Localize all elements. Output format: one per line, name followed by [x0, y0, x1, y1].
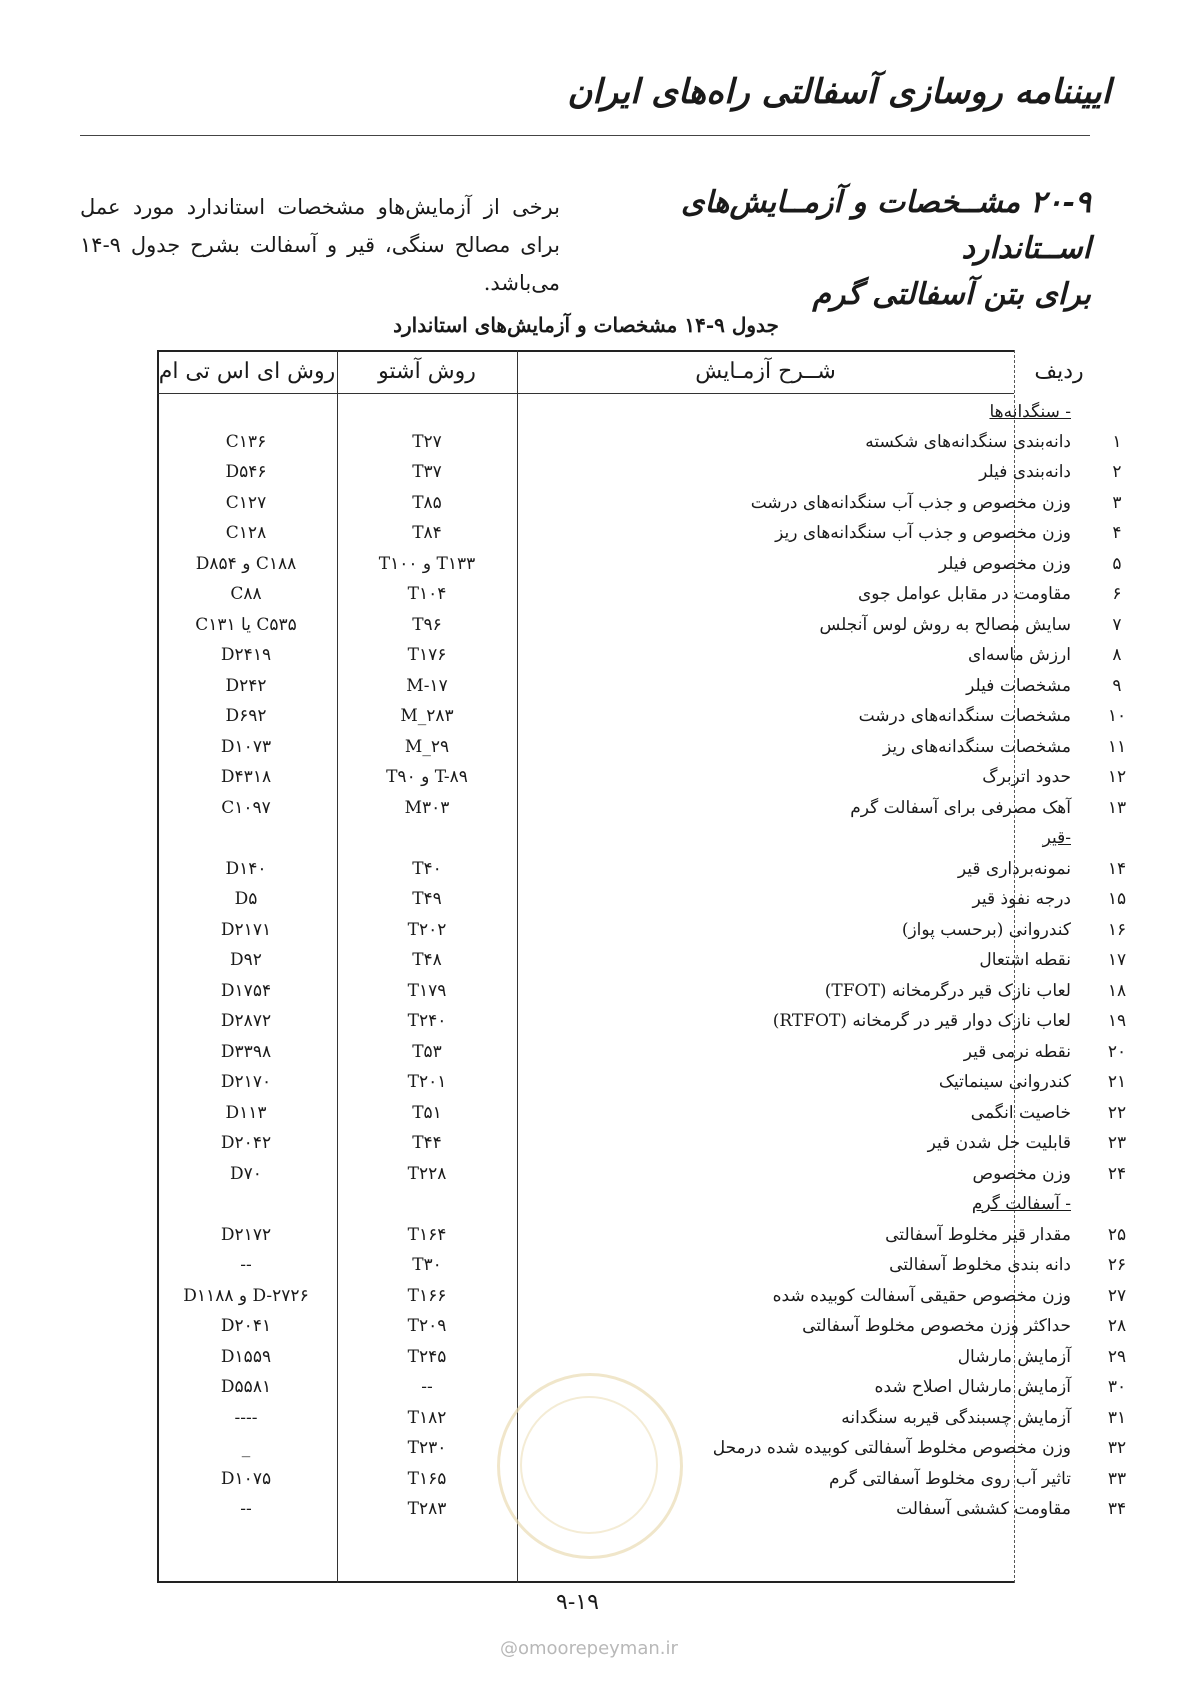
- aashto-cell: T۲۷: [412, 432, 442, 452]
- aashto-cell: T۴۹: [412, 889, 442, 909]
- table-row: [157, 853, 1127, 885]
- description-cell: مشخصات سنگدانه‌های درشت: [858, 706, 1071, 726]
- astm-cell: C۱۳۱ یا C۵۳۵: [195, 615, 297, 635]
- table-row: [157, 517, 1122, 549]
- section-title-line1: مشــخصات و آزمــایش‌های اســتاندارد: [681, 185, 1091, 266]
- table-row: [157, 975, 1127, 1007]
- description-cell: لعاب نازک دوار قیر در گرمخانه (RTFOT): [772, 1011, 1071, 1031]
- description-cell: مشخصات فیلر: [966, 676, 1071, 696]
- table-row: [157, 639, 1122, 671]
- row-number-cell: ۱۳: [1107, 798, 1127, 818]
- astm-cell: D۲۸۷۲: [220, 1011, 272, 1031]
- description-cell: وزن مخصوص فیلر: [938, 554, 1071, 574]
- row-number-cell: ۲۸: [1107, 1316, 1127, 1336]
- astm-cell: D۵: [234, 889, 258, 909]
- row-number-cell: ۹: [1112, 676, 1122, 696]
- description-cell: وزن مخصوص و جذب آب سنگدانه‌های ریز: [775, 523, 1071, 543]
- row-number-cell: ۳۰: [1107, 1377, 1127, 1397]
- description-cell: وزن مخصوص حقیقی آسفالت کوبیده شده: [772, 1286, 1071, 1306]
- description-cell: نقطه اشتعال: [979, 950, 1071, 970]
- row-number-cell: ۲۱: [1107, 1072, 1127, 1092]
- header-row-divider: [157, 393, 1014, 394]
- aashto-cell: --: [421, 1377, 433, 1397]
- intro-paragraph: برخی از آزمایش‌هاو مشخصات استاندارد مورد عمل برای مصالح سنگی، قیر و آسفالت بشرح جدول ۹-۱۴ می‌باشد.: [80, 195, 560, 295]
- aashto-cell: T۳۷: [412, 462, 442, 482]
- description-cell: قابلیت حل شدن قیر: [927, 1133, 1071, 1153]
- footer-url: @omoorepeyman.ir: [500, 1638, 678, 1659]
- row-number-cell: ۸: [1112, 645, 1122, 665]
- aashto-cell: T۱۷۶: [407, 645, 447, 665]
- table-row: [157, 456, 1122, 488]
- table-row: [157, 731, 1127, 763]
- description-cell: دانه‌بندی سنگدانه‌های شکسته: [865, 432, 1071, 452]
- description-cell: آزمایش مارشال اصلاح شده: [874, 1377, 1071, 1397]
- aashto-cell: T۴۸: [412, 950, 442, 970]
- table-row: [157, 792, 1127, 824]
- table-group-row: [157, 822, 1071, 854]
- astm-cell: D۱۰۷۳: [220, 737, 272, 757]
- aashto-cell: T۴۰: [412, 859, 442, 879]
- column-header-row-number: ردیف: [1034, 359, 1084, 384]
- row-number-cell: ۲۶: [1107, 1255, 1127, 1275]
- row-number-cell: ۵: [1112, 554, 1122, 574]
- astm-cell: D۲۱۷۲: [220, 1225, 272, 1245]
- column-header-description: شــرح آزمـایش: [695, 359, 836, 384]
- table-row: [157, 914, 1127, 946]
- astm-cell: C۱۳۶: [225, 432, 267, 452]
- row-number-cell: ۶: [1112, 584, 1122, 604]
- aashto-cell: M-۱۷: [406, 676, 448, 696]
- table-row: [157, 944, 1127, 976]
- description-cell: تاثیر آب روی مخلوط آسفالتی گرم: [828, 1469, 1071, 1489]
- aashto-cell: T۹۶: [412, 615, 442, 635]
- description-cell: دانه بندی مخلوط آسفالتی: [889, 1255, 1071, 1275]
- table-row: [157, 1219, 1127, 1251]
- astm-cell: D۸۵۴ و C۱۸۸: [195, 554, 297, 574]
- aashto-cell: T۱۶۶: [407, 1286, 447, 1306]
- description-cell: لعاب نازک قیر درگرمخانه (TFOT): [824, 981, 1071, 1001]
- aashto-cell: T۱۶۴: [407, 1225, 447, 1245]
- running-header-title: اییننامه روسازی آسفالتی راه‌های ایران: [567, 72, 1111, 112]
- astm-cell: D۳۳۹۸: [220, 1042, 272, 1062]
- row-number-cell: ۲۲: [1107, 1103, 1127, 1123]
- table-caption: جدول ۹-۱۴ مشخصات و آزمایش‌های استاندارد: [393, 313, 779, 337]
- table-row: [157, 670, 1122, 702]
- astm-cell: D۱۱۳: [225, 1103, 267, 1123]
- description-cell: دانه‌بندی فیلر: [979, 462, 1071, 482]
- aashto-cell: T۲۰۹: [407, 1316, 447, 1336]
- table-row: [157, 1341, 1127, 1373]
- row-number-cell: ۳۴: [1107, 1499, 1127, 1519]
- table-row: [157, 1036, 1127, 1068]
- aashto-cell: T۲۸۳: [407, 1499, 447, 1519]
- description-cell: وزن مخصوص مخلوط آسفالتی کوبیده شده درمحل: [712, 1438, 1071, 1458]
- header-divider: [80, 135, 1090, 136]
- table-row: [157, 1097, 1127, 1129]
- aashto-cell: T۱۷۹: [407, 981, 447, 1001]
- description-cell: درجه نفوذ قیر: [972, 889, 1071, 909]
- description-cell: مشخصات سنگدانه‌های ریز: [882, 737, 1071, 757]
- aashto-cell: T۲۴۰: [407, 1011, 447, 1031]
- astm-cell: D۱۷۵۴: [220, 981, 272, 1001]
- astm-cell: _: [241, 1438, 251, 1458]
- description-cell: نمونه‌برداری قیر: [957, 859, 1071, 879]
- row-number-cell: ۱۲: [1107, 767, 1127, 787]
- row-number-cell: ۳۳: [1107, 1469, 1127, 1489]
- description-cell: مقدار قیر مخلوط آسفالتی: [885, 1225, 1071, 1245]
- table-row: [157, 426, 1122, 458]
- table-group-row: [157, 1188, 1071, 1220]
- description-cell: حدود اتربرگ: [982, 767, 1071, 787]
- aashto-cell: T۸۴: [412, 523, 442, 543]
- column-header-aashto: روش آشتو: [378, 359, 476, 384]
- table-row: [157, 609, 1122, 641]
- astm-cell: C۱۲۷: [225, 493, 267, 513]
- astm-cell: D۹۲: [230, 950, 262, 970]
- description-cell: آهک مصرفی برای آسفالت گرم: [850, 798, 1071, 818]
- table-row: [157, 548, 1122, 580]
- row-number-cell: ۲۷: [1107, 1286, 1127, 1306]
- page-number: ۹-۱۹: [556, 1590, 599, 1615]
- astm-cell: D۲۱۷۰: [220, 1072, 272, 1092]
- astm-cell: D۶۹۲: [225, 706, 267, 726]
- row-number-cell: ۳۲: [1107, 1438, 1127, 1458]
- row-number-cell: ۱۱: [1107, 737, 1127, 757]
- aashto-cell: M۳۰۳: [404, 798, 450, 818]
- row-number-cell: ۲۰: [1107, 1042, 1127, 1062]
- table-row: [157, 1005, 1127, 1037]
- astm-cell: --: [240, 1499, 252, 1519]
- astm-cell: D۲۴۲: [225, 676, 267, 696]
- group-heading: -قیر: [1042, 828, 1071, 848]
- section-heading: [571, 180, 1091, 318]
- aashto-cell: T۲۰۱: [407, 1072, 447, 1092]
- aashto-cell: M_۲۸۳: [400, 706, 454, 726]
- aashto-cell: T۲۳۰: [407, 1438, 447, 1458]
- aashto-cell: T۲۴۵: [407, 1347, 447, 1367]
- astm-cell: D۲۴۱۹: [220, 645, 272, 665]
- astm-cell: D۱۵۵۹: [220, 1347, 272, 1367]
- group-heading: - آسفالت گرم: [971, 1194, 1071, 1214]
- row-number-cell: ۴: [1112, 523, 1122, 543]
- aashto-cell: T۱۸۲: [407, 1408, 447, 1428]
- aashto-cell: T۵۱: [412, 1103, 442, 1123]
- astm-cell: D۲۱۷۱: [220, 920, 272, 940]
- astm-cell: D۷۰: [230, 1164, 262, 1184]
- astm-cell: C۸۸: [230, 584, 262, 604]
- description-cell: مقاومت کششی آسفالت: [896, 1499, 1071, 1519]
- row-number-cell: ۲: [1112, 462, 1122, 482]
- column-header-astm: روش ای اس تی ام: [158, 359, 336, 384]
- row-number-cell: ۱۰: [1107, 706, 1127, 726]
- aashto-cell: T۱۰۰ و T۱۳۳: [378, 554, 476, 574]
- section-number: ۲۰-۹: [1030, 185, 1091, 220]
- table-row: [157, 1158, 1127, 1190]
- row-number-cell: ۱۴: [1107, 859, 1127, 879]
- description-cell: سایش مصالح به روش لوس آنجلس: [819, 615, 1071, 635]
- row-number-cell: ۱۹: [1107, 1011, 1127, 1031]
- row-number-cell: ۱۵: [1107, 889, 1127, 909]
- row-number-cell: ۷: [1112, 615, 1122, 635]
- row-number-cell: ۱۶: [1107, 920, 1127, 940]
- description-cell: کندروانی (برحسب پواز): [901, 920, 1071, 940]
- table-row: [157, 1127, 1127, 1159]
- description-cell: کندروانی سینماتیک: [938, 1072, 1071, 1092]
- row-number-cell: ۳: [1112, 493, 1122, 513]
- row-number-cell: ۳۱: [1107, 1408, 1127, 1428]
- description-cell: ارزش ماسه‌ای: [968, 645, 1071, 665]
- aashto-cell: T۱۰۴: [407, 584, 447, 604]
- section-title-line2: برای بتن آسفالتی گرم: [812, 277, 1091, 312]
- astm-cell: D۱۱۸۸ و D-۲۷۲۶: [183, 1286, 309, 1306]
- aashto-cell: M_۲۹: [404, 737, 450, 757]
- aashto-cell: T۳۰: [412, 1255, 442, 1275]
- astm-cell: --: [240, 1255, 252, 1275]
- astm-cell: D۲۰۴۲: [220, 1133, 272, 1153]
- aashto-cell: T۹۰ و T-۸۹: [386, 767, 468, 787]
- aashto-cell: T۵۳: [412, 1042, 442, 1062]
- description-cell: وزن مخصوص و جذب آب سنگدانه‌های درشت: [750, 493, 1071, 513]
- description-cell: خاصیت انگمی: [970, 1103, 1071, 1123]
- aashto-cell: T۴۴: [412, 1133, 442, 1153]
- description-cell: نقطه نرمی قیر: [963, 1042, 1071, 1062]
- description-cell: آزمایش مارشال: [957, 1347, 1071, 1367]
- astm-cell: D۵۴۶: [225, 462, 267, 482]
- aashto-cell: T۱۶۵: [407, 1469, 447, 1489]
- astm-cell: D۴۳۱۸: [220, 767, 272, 787]
- table-row: [157, 883, 1127, 915]
- group-heading: - سنگدانه‌ها: [989, 402, 1071, 422]
- astm-cell: ----: [234, 1408, 258, 1428]
- table-row: [157, 1066, 1127, 1098]
- aashto-cell: T۸۵: [412, 493, 442, 513]
- description-cell: حداکثر وزن مخصوص مخلوط آسفالتی: [802, 1316, 1071, 1336]
- astm-cell: C۱۰۹۷: [221, 798, 271, 818]
- astm-cell: D۱۴۰: [225, 859, 267, 879]
- table-group-row: [157, 396, 1071, 428]
- table-row: [157, 487, 1122, 519]
- astm-cell: C۱۲۸: [225, 523, 267, 543]
- table-row: [157, 761, 1127, 793]
- row-number-cell: ۲۵: [1107, 1225, 1127, 1245]
- astm-cell: D۲۰۴۱: [220, 1316, 272, 1336]
- astm-cell: D۵۵۸۱: [220, 1377, 272, 1397]
- table-row: [157, 1280, 1127, 1312]
- table-row: [157, 1310, 1127, 1342]
- watermark-seal: [497, 1373, 683, 1559]
- description-cell: آزمایش چسبندگی قیربه سنگدانه: [841, 1408, 1071, 1428]
- description-cell: مقاومت در مقابل عوامل جوی: [857, 584, 1071, 604]
- aashto-cell: T۲۲۸: [407, 1164, 447, 1184]
- astm-cell: D۱۰۷۵: [220, 1469, 272, 1489]
- row-number-cell: ۱: [1112, 432, 1122, 452]
- row-number-cell: ۲۴: [1107, 1164, 1127, 1184]
- row-number-cell: ۲۹: [1107, 1347, 1127, 1367]
- table-row: [157, 1249, 1127, 1281]
- table-row: [157, 700, 1127, 732]
- aashto-cell: T۲۰۲: [407, 920, 447, 940]
- table-row: [157, 578, 1122, 610]
- row-number-cell: ۲۳: [1107, 1133, 1127, 1153]
- row-number-cell: ۱۸: [1107, 981, 1127, 1001]
- description-cell: وزن مخصوص: [972, 1164, 1071, 1184]
- row-number-cell: ۱۷: [1107, 950, 1127, 970]
